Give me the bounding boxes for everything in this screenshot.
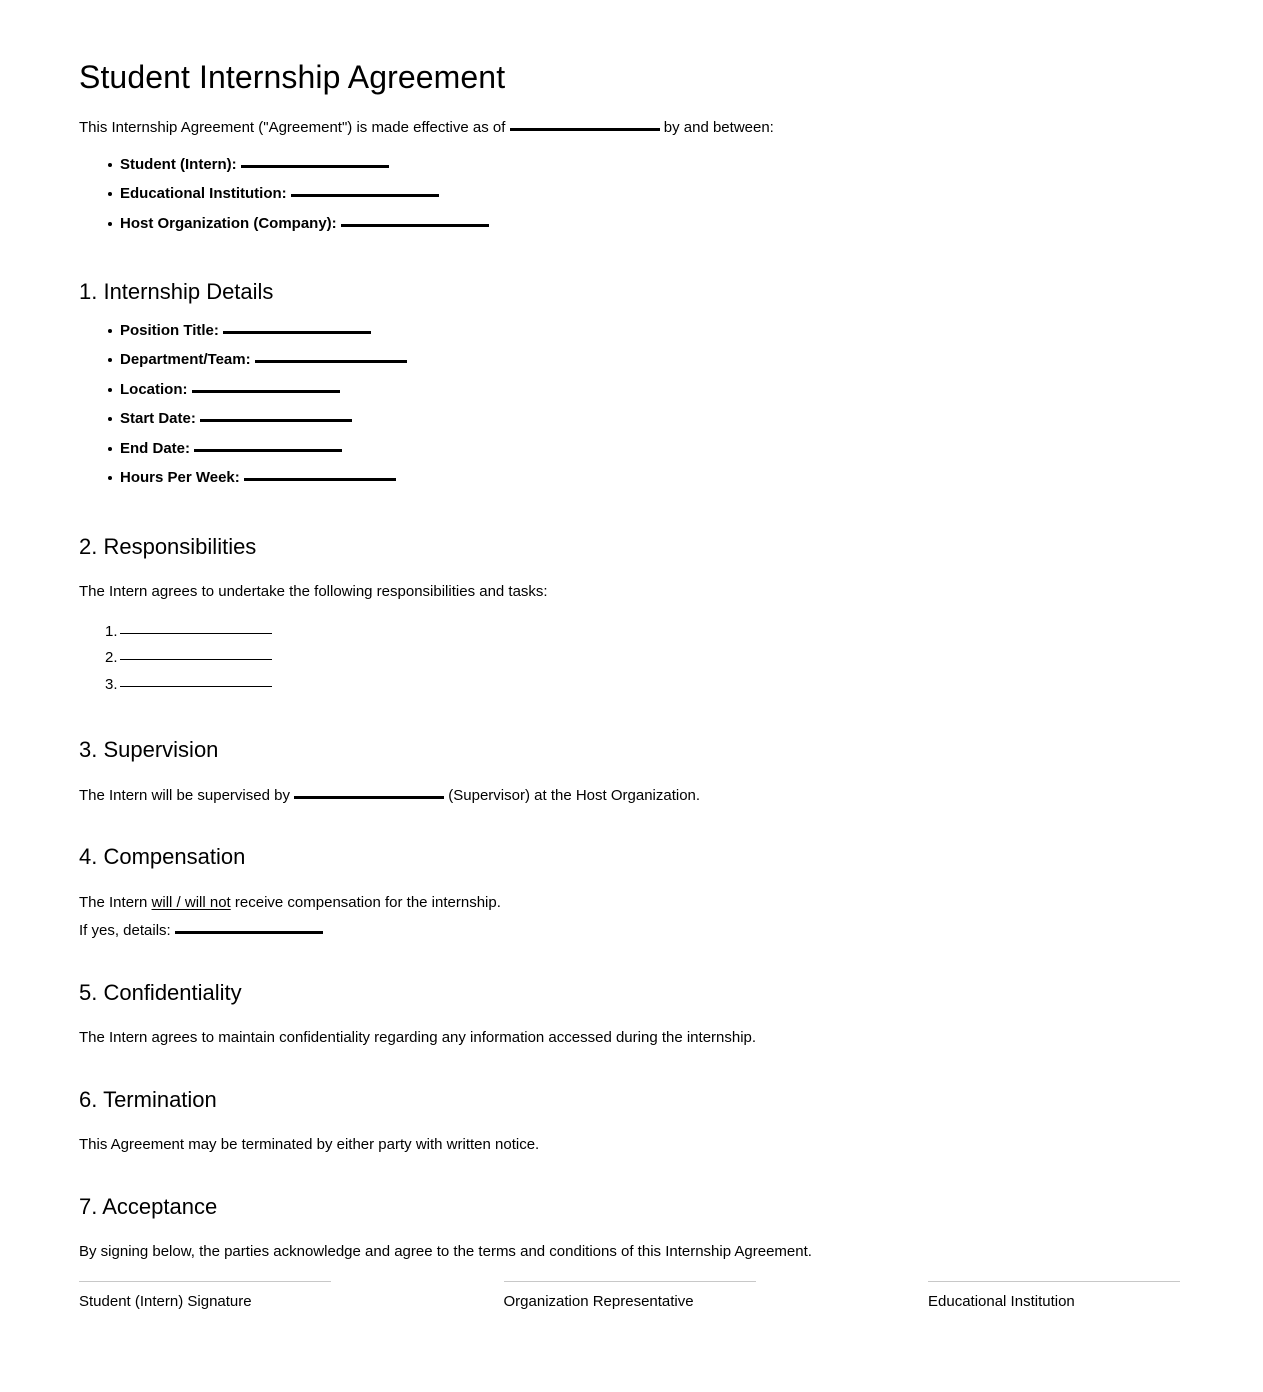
section-heading-acceptance: 7. Acceptance — [79, 1193, 218, 1219]
list-item — [79, 621, 1180, 648]
signature-label: Organization Representative — [503, 1293, 694, 1310]
acceptance-paragraph: By signing below, the parties acknowledge and agree to the terms and conditions of this Internship Agreement. — [79, 1243, 812, 1261]
internship-details-list — [79, 306, 1180, 497]
section-heading-termination: 6. Termination — [79, 1086, 217, 1112]
intro-prefix-text: This Internship Agreement ("Agreement") is made effective as of — [79, 119, 506, 137]
list-item — [79, 349, 1180, 379]
intro-paragraph — [79, 96, 1180, 140]
list-item — [79, 674, 1180, 701]
party-label: Host Organization (Company): — [120, 214, 337, 232]
section-heading-internship-details: 1. Internship Details — [79, 279, 274, 305]
termination-paragraph: This Agreement may be terminated by either party with written notice. — [79, 1136, 540, 1154]
signature-label: Student (Intern) Signature — [79, 1293, 252, 1310]
section-heading-confidentiality: 5. Confidentiality — [79, 979, 242, 1005]
detail-label: Location: — [120, 380, 188, 398]
detail-label: Hours Per Week: — [120, 469, 240, 487]
list-item — [79, 438, 1180, 468]
list-item — [79, 467, 1180, 497]
start-date-blank[interactable] — [200, 419, 352, 422]
compensation-details-label: If yes, details: — [79, 922, 171, 940]
end-date-blank[interactable] — [194, 449, 342, 452]
compensation-choice-text[interactable]: will / will not — [151, 893, 231, 911]
section-heading-responsibilities: 2. Responsibilities — [79, 533, 257, 559]
hours-per-week-blank[interactable] — [244, 478, 396, 481]
confidentiality-paragraph: The Intern agrees to maintain confidentiality regarding any information accessed during the internship. — [79, 1029, 757, 1047]
list-item — [79, 213, 1180, 243]
supervisor-name-blank[interactable] — [294, 796, 444, 799]
detail-label: Position Title: — [120, 321, 219, 339]
responsibility-blank-2[interactable] — [120, 659, 272, 660]
detail-label: Department/Team: — [120, 351, 251, 369]
host-organization-blank[interactable] — [341, 224, 489, 227]
responsibility-blank-3[interactable] — [120, 686, 272, 687]
party-label: Educational Institution: — [120, 185, 287, 203]
educational-institution-blank[interactable] — [291, 194, 439, 197]
effective-date-blank[interactable] — [510, 128, 660, 131]
compensation-suffix-text: receive compensation for the internship. — [234, 893, 501, 911]
intro-suffix-text: by and between: — [663, 119, 774, 137]
party-label: Student (Intern): — [120, 155, 237, 173]
signature-label: Educational Institution — [928, 1293, 1075, 1310]
student-name-blank[interactable] — [241, 165, 389, 168]
list-item — [79, 408, 1180, 438]
list-item — [79, 379, 1180, 409]
compensation-paragraph — [79, 871, 1180, 915]
signature-column-institution — [928, 1281, 1180, 1314]
signature-column-student — [79, 1281, 331, 1314]
list-item — [79, 183, 1180, 213]
section-heading-supervision: 3. Supervision — [79, 737, 219, 763]
location-blank[interactable] — [192, 390, 340, 393]
signature-block — [79, 1281, 1180, 1314]
detail-label: Start Date: — [120, 410, 196, 428]
supervision-paragraph — [79, 764, 1180, 808]
list-item — [79, 320, 1180, 350]
supervision-prefix-text: The Intern will be supervised by — [79, 786, 290, 804]
responsibility-blank-1[interactable] — [120, 633, 272, 634]
document-content — [79, 0, 1180, 1264]
detail-label: End Date: — [120, 439, 191, 457]
list-item — [79, 154, 1180, 184]
compensation-prefix-text: The Intern — [79, 893, 148, 911]
supervision-suffix-text: (Supervisor) at the Host Organization. — [448, 786, 701, 804]
list-item — [79, 647, 1180, 674]
compensation-details-blank[interactable] — [175, 931, 323, 934]
position-title-blank[interactable] — [223, 331, 371, 334]
compensation-details-line — [79, 914, 1180, 943]
parties-list — [79, 140, 1180, 243]
page-title: Student Internship Agreement — [79, 59, 506, 95]
responsibilities-list — [79, 604, 1180, 701]
responsibilities-intro: The Intern agrees to undertake the following responsibilities and tasks: — [79, 583, 548, 601]
department-team-blank[interactable] — [255, 360, 407, 363]
section-heading-compensation: 4. Compensation — [79, 844, 246, 870]
signature-column-organization — [504, 1281, 756, 1314]
